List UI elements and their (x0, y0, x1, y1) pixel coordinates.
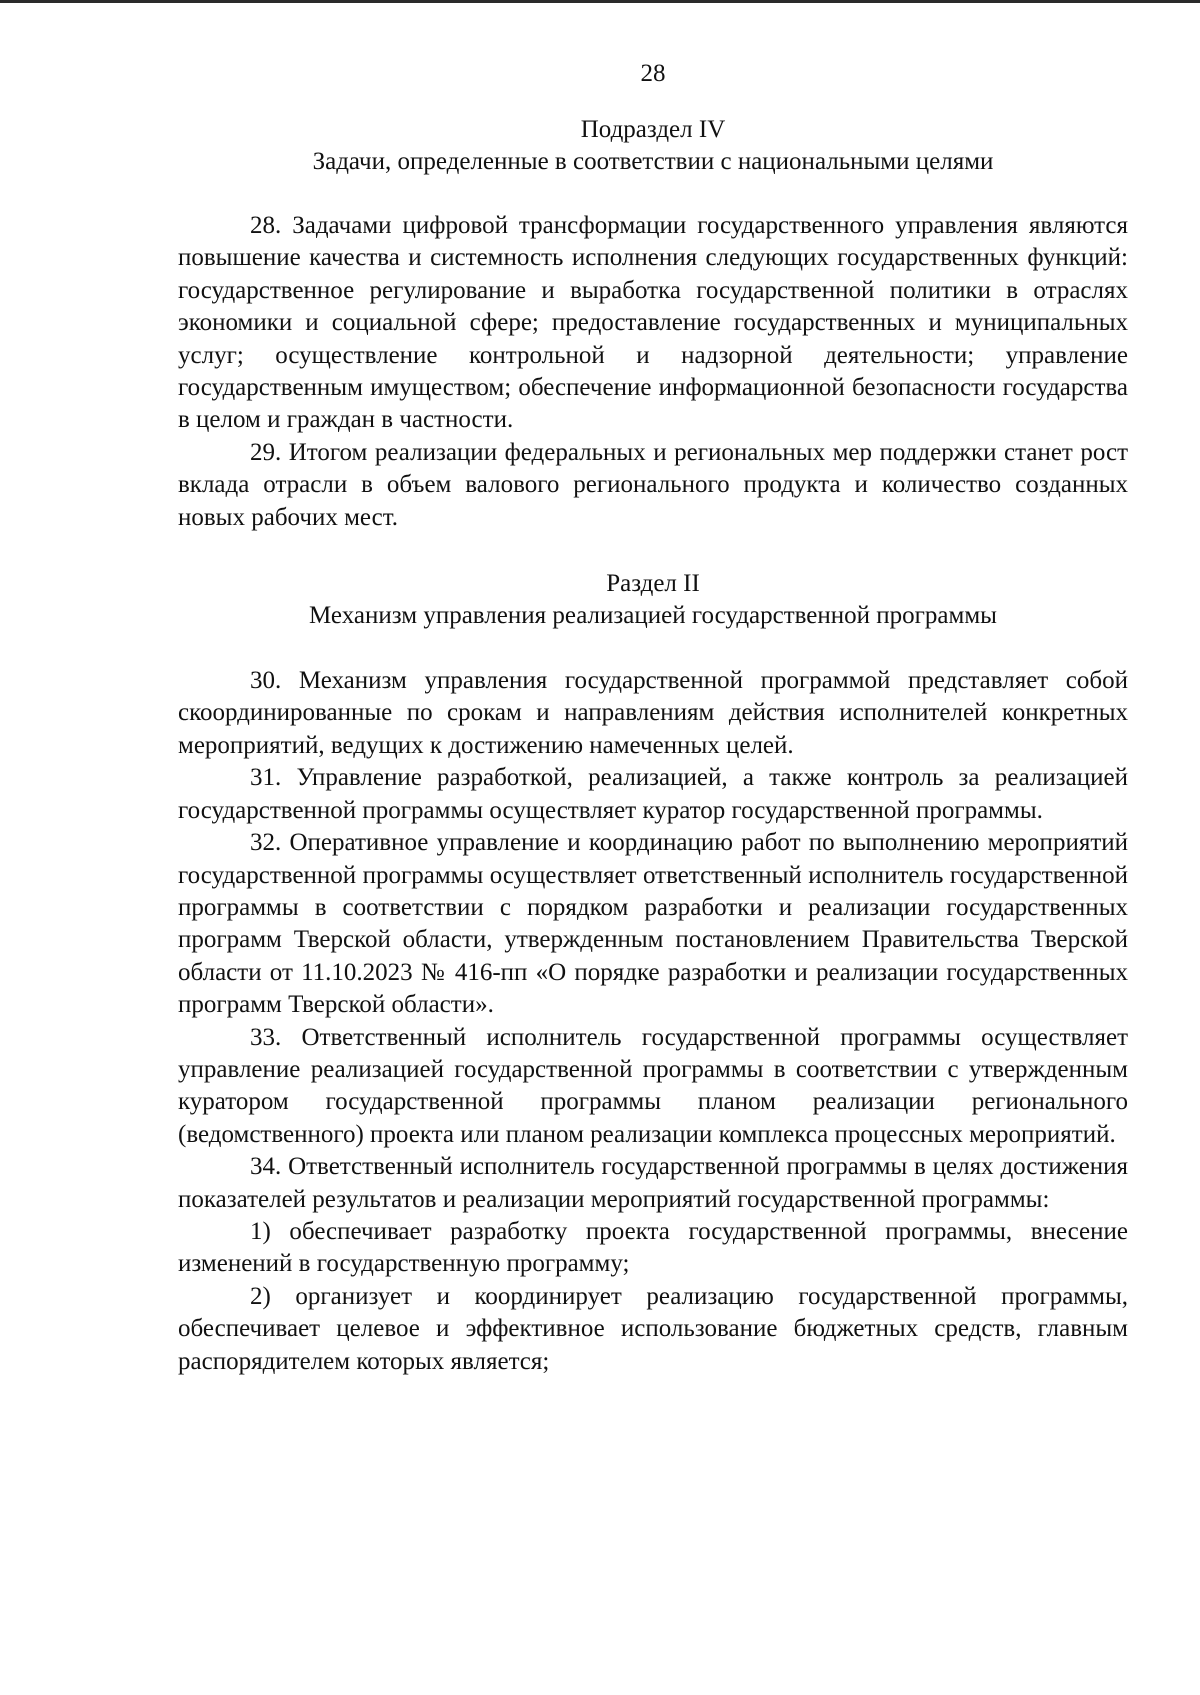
paragraph-28: 28. Задачами цифровой трансформации государственного управления являются повышение качества и системность исполнения следующих государственных функций: государственное регулирование и выработка государственной политики в отраслях экономики и социальной сфере; предоставление государственных и муниципальных услуг; осуществление контрольной и надзорной деятельности; управление государственным имуществом; обеспечение информационной безопасности государства в целом и граждан в частности. (178, 212, 1128, 434)
page-number: 28 (640, 60, 666, 87)
paragraph-32: 32. Оперативное управление и координацию работ по выполнению мероприятий государственной программы осуществляет ответственный исполнитель государственной программы в соответствии с порядком разработки и реализации государственных программ Тверской области, утвержденным постановлением Правительства Тверской области от 11.10.2023 № 416-пп «О порядке разработки и реализации государственных программ Тверской области». (178, 829, 1128, 1019)
section-title: Механизм управления реализацией государственной программы (309, 602, 997, 630)
subsection-body (178, 210, 1128, 534)
paragraph-30: 30. Механизм управления государственной программой представляет собой скоординированные по срокам и направлениям действия исполнителей конкретных мероприятий, ведущих к достижению намеченных целей. (178, 667, 1128, 759)
paragraph-33: 33. Ответственный исполнитель государственной программы осуществляет управление реализацией государственной программы в соответствии с утвержденным куратором государственной программы планом реализации регионального (ведомственного) проекта или планом реализации комплекса процессных мероприятий. (178, 1023, 1128, 1148)
subsection-title: Задачи, определенные в соответствии с национальными целями (312, 148, 994, 175)
subsection-label: Подраздел IV (580, 116, 726, 143)
section-body (178, 665, 1128, 1378)
list-item-2: 2) организует и координирует реализацию государственной программы, обеспечивает целевое и эффективное использование бюджетных средств, главным распорядителем которых является; (178, 1282, 1128, 1375)
paragraph-31: 31. Управление разработкой, реализацией, а также контроль за реализацией государственной программы осуществляет куратор государственной программы. (178, 764, 1128, 824)
list-item-1: 1) обеспечивает разработку проекта государственной программы, внесение изменений в государственную программу; (178, 1217, 1128, 1278)
paragraph-29: 29. Итогом реализации федеральных и региональных мер поддержки станет рост вклада отрасли в объем валового регионального продукта и количество созданных новых рабочих мест. (178, 438, 1128, 531)
document-page (178, 58, 1128, 1378)
paragraph-34: 34. Ответственный исполнитель государственной программы в целях достижения показателей результатов и реализации мероприятий государственной программы: (178, 1153, 1128, 1213)
scan-edge (0, 0, 1200, 3)
section-label: Раздел II (606, 570, 700, 598)
